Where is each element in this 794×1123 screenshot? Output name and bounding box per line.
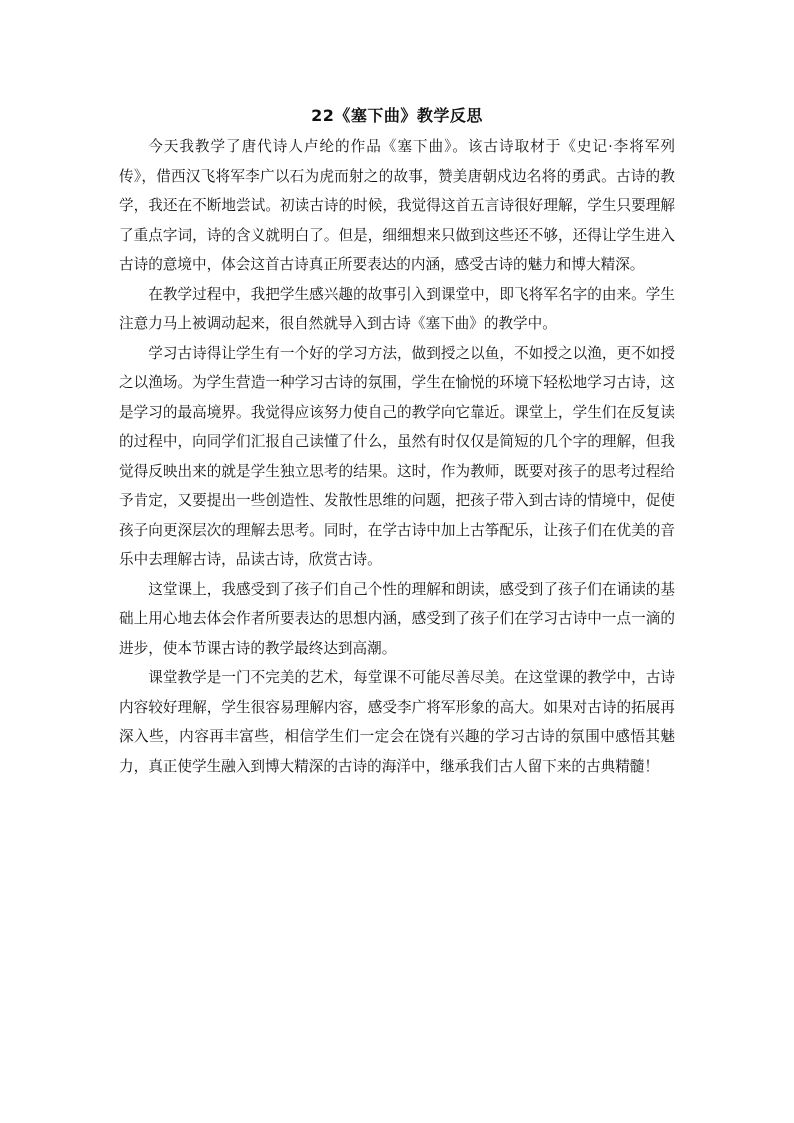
document-page: [119, 100, 675, 781]
paragraph-5: 课堂教学是一门不完美的艺术，每堂课不可能尽善尽美。在这堂课的教学中，古诗内容较好理解，学生很容易理解内容，感受李广将军形象的高大。如果对古诗的拓展再深入些，内容再丰富些，相信学生们一定会在饶有兴趣的学习古诗的氛围中感悟其魅力，真正使学生融入到博大精深的古诗的海洋中，继承我们古人留下来的古典精髓！: [119, 669, 675, 775]
paragraph-4: 这堂课上，我感受到了孩子们自己个性的理解和朗读，感受到了孩子们在诵读的基础上用心地去体会作者所要表达的思想内涵，感受到了孩子们在学习古诗中一点一滴的进步，使本节课古诗的教学最终达到高潮。: [119, 580, 675, 657]
paragraph-1: 今天我教学了唐代诗人卢纶的作品《塞下曲》。该古诗取材于《史记·李将军列传》，借西汉飞将军李广以石为虎而射之的故事，赞美唐朝戍边名将的勇武。古诗的教学，我还在不断地尝试。初读古诗的时候，我觉得这首五言诗很好理解，学生只要理解了重点字词，诗的含义就明白了。但是，细细想来只做到这些还不够，还得让学生进入古诗的意境中，体会这首古诗真正所要表达的内涵，感受古诗的魅力和博大精深。: [119, 138, 675, 273]
document-title: 22《塞下曲》教学反思: [311, 106, 483, 125]
paragraph-3: 学习古诗得让学生有一个好的学习方法，做到授之以鱼，不如授之以渔，更不如授之以渔场。为学生营造一种学习古诗的氛围，学生在愉悦的环境下轻松地学习古诗，这是学习的最高境界。我觉得应该努力使自己的教学向它靠近。课堂上，学生们在反复读的过程中，向同学们汇报自己读懂了什么，虽然有时仅仅是简短的几个字的理解，但我觉得反映出来的就是学生独立思考的结果。这时，作为教师，既要对孩子的思考过程给予肯定，又要提出一些创造性、发散性思维的问题，把孩子带入到古诗的情境中，促使孩子向更深层次的理解去思考。同时，在学古诗中加上古筝配乐，让孩子们在优美的音乐中去理解古诗，品读古诗，欣赏古诗。: [119, 344, 675, 568]
paragraph-2: 在教学过程中，我把学生感兴趣的故事引入到课堂中，即飞将军名字的由来。学生注意力马上被调动起来，很自然就导入到古诗《塞下曲》的教学中。: [119, 285, 675, 332]
